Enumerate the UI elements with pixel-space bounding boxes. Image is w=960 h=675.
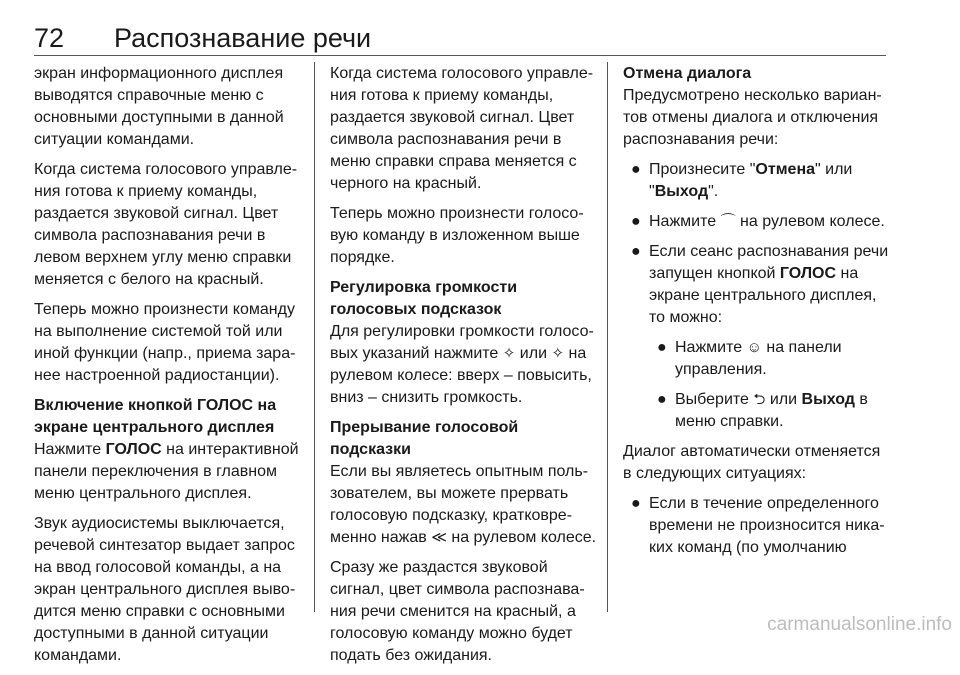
paragraph: Предусмотрено несколько вариан-тов отмены диалога и отключения распознавания речи:: [623, 87, 882, 148]
text: на рулевом колесе: вверх – повысить, вниз – снизить громкость.: [330, 345, 592, 406]
column-right: [623, 63, 893, 567]
command-text: Выход: [801, 391, 855, 408]
paragraph: Теперь можно произнести голосо-вую команду в изложенном выше порядке.: [330, 205, 584, 266]
list-item: [649, 337, 893, 381]
text: " или ": [649, 161, 853, 200]
text: на рулевом колесе.: [735, 213, 885, 230]
paragraph: [330, 461, 598, 549]
text: Для регулировки громкости голосо-вых указаний нажмите: [330, 323, 594, 362]
page-header: [34, 22, 884, 54]
paragraph: Сразу же раздастся звуковой сигнал, цвет символа распознава-ния речи сменится на красный, а голосовую команду можно будет подать без ожидания.: [330, 559, 585, 664]
text: Произнесите ": [649, 161, 756, 178]
text: или: [765, 391, 802, 408]
end-call-icon: ⌒: [720, 213, 736, 230]
text: Выберите: [675, 391, 754, 408]
bullet-list: [623, 493, 893, 559]
paragraph: Звук аудиосистемы выключается, речевой синтезатор выдает запрос на ввод голосовой команды, а на экран центрального дисплея выво-дится меню справки с основными доступными в данной ситуации командами.: [34, 515, 296, 664]
bullet-icon: ●: [631, 161, 641, 178]
list-item: [623, 493, 893, 559]
voice-control-icon: ≪: [431, 529, 447, 546]
command-text: Выход: [654, 183, 709, 200]
paragraph: [330, 321, 598, 409]
page-title: Распознавание речи: [114, 23, 372, 53]
command-text: Отмена: [755, 161, 815, 178]
section-heading: Регулировка громкости голосовых подсказок: [330, 279, 518, 318]
section-heading: Прерывание голосовой подсказки: [330, 419, 519, 458]
text: на панели управления.: [675, 339, 842, 378]
column-left: [34, 63, 302, 675]
bullet-icon: ●: [657, 391, 667, 408]
paragraph: экран информационного дисплея выводятся справочные меню с основными доступными в данной ситуации командами.: [34, 65, 284, 148]
text: Нажмите: [34, 441, 106, 458]
bullet-icon: ●: [631, 495, 641, 512]
text: Если вы являетесь опытным поль-зователем, вы можете прервать голосовую подсказку, кратковре-менно нажав: [330, 463, 589, 546]
header-divider: [34, 55, 886, 56]
list-item: [623, 159, 893, 203]
text: Если сеанс распознавания речи запущен кнопкой: [649, 243, 889, 282]
volume-up-icon: ✧: [502, 345, 516, 362]
sub-list: [649, 337, 893, 433]
column-middle: [330, 63, 598, 675]
list-item: [649, 389, 893, 433]
home-icon: ☺: [746, 339, 762, 356]
column-divider: [314, 62, 315, 612]
volume-down-icon: ✧: [551, 345, 565, 362]
text: или: [515, 345, 552, 362]
text: Нажмите: [649, 213, 721, 230]
bullet-list: [623, 159, 893, 433]
section-heading: Включение кнопкой ГОЛОС на экране центрального дисплея: [34, 397, 277, 436]
paragraph: [34, 439, 302, 505]
button-name-text: ГОЛОС: [779, 265, 837, 282]
text: на интерактивной панели переключения в главном меню центрального дисплея.: [34, 441, 299, 502]
column-divider: [607, 62, 608, 612]
bullet-icon: ●: [631, 213, 641, 230]
paragraph: Когда система голосового управле-ния готова к приему команды, раздается звуковой сигнал. Цвет символа распознавания речи в меню справки справа меняется с черного на красный.: [330, 65, 594, 192]
bullet-icon: ●: [657, 339, 667, 356]
list-item: [623, 241, 893, 433]
text: Если в течение определенного времени не произносится ника-ких команд (по умолчанию: [649, 495, 885, 556]
back-icon: ⮌: [753, 391, 766, 408]
watermark: carmanualsonline.info: [767, 614, 952, 635]
text: на экране центрального дисплея, то можно:: [649, 265, 877, 326]
button-name-text: ГОЛОС: [105, 441, 162, 458]
page-number: 72: [34, 23, 65, 53]
text: ".: [708, 183, 719, 200]
section-heading: Отмена диалога: [623, 65, 752, 82]
text: Нажмите: [675, 339, 747, 356]
paragraph: Диалог автоматически отменяется в следующих ситуациях:: [623, 443, 881, 482]
list-item: [623, 211, 893, 233]
bullet-icon: ●: [631, 243, 641, 260]
paragraph: Когда система голосового управле-ния готова к приему команды, раздается звуковой сигнал. Цвет символа распознавания речи в левом верхнем углу меню справки меняется с белого на красный.: [34, 161, 298, 288]
text: в меню справки.: [675, 391, 868, 430]
text: на рулевом колесе.: [446, 529, 597, 546]
paragraph: Теперь можно произнести команду на выполнение системой той или иной функции (напр., приема зара-нее настроенной радиостанции).: [34, 301, 296, 384]
